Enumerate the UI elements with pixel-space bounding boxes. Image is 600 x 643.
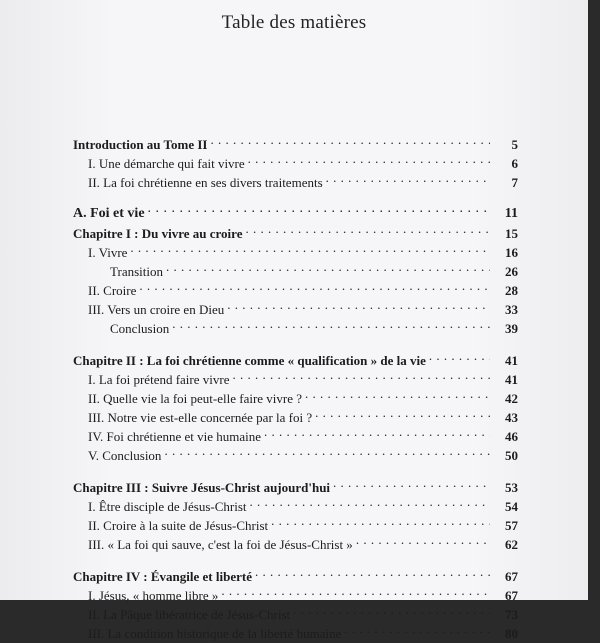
toc-chapter-3 [73,473,518,495]
toc-entry-label: Chapitre IV : Évangile et liberté [73,569,252,584]
toc-entry-page: 80 [505,626,518,641]
dot-leader [315,403,490,422]
dot-leader [166,257,490,276]
dot-leader [356,530,490,549]
toc-entry-label: II. Quelle vie la foi peut-elle faire vivre ? [88,391,303,406]
dot-leader [211,130,491,149]
dot-leader [221,581,490,600]
toc-entry-page: 33 [505,302,518,317]
toc-entry-label: I. Être disciple de Jésus-Christ [88,499,247,514]
toc-entry-page: 41 [505,353,518,368]
toc-entry-page: 11 [504,206,518,221]
toc-entry-label: Introduction au Tome II [73,137,208,152]
dot-leader [139,276,490,295]
toc-entry-label: I. Une démarche qui fait vivre [88,156,245,171]
dot-leader [245,219,490,238]
dot-leader [248,149,490,168]
toc-entry-introduction [73,130,518,152]
dot-leader [130,238,490,257]
toc-entry-label: Transition [110,264,163,279]
toc-entry-label: IV. Foi chrétienne et vie humaine [88,429,262,444]
toc-entry [73,295,518,317]
toc-entry-page: 73 [505,607,518,622]
toc-entry-page: 42 [505,391,518,406]
toc-entry-page: 43 [505,410,518,425]
dot-leader [344,619,490,638]
toc-entry-label: I. Vivre [88,245,128,260]
toc-entry-label: III. Notre vie est-elle concernée par la foi ? [88,410,313,425]
toc-entry-label: Chapitre II : La foi chrétienne comme « qualification » de la vie [73,353,426,368]
toc-entry-page: 16 [505,245,518,260]
toc-chapter-2 [73,346,518,368]
dot-leader [333,473,490,492]
toc-entry [73,276,518,298]
dot-leader [148,198,490,217]
toc-entry [73,257,518,279]
toc-entry-label: II. La Pâque libératrice de Jésus-Christ [88,607,291,622]
toc-entry-page: 50 [505,448,518,463]
toc-entry-label: Chapitre I : Du vivre au croire [73,226,243,241]
toc-entry-page: 39 [505,321,518,336]
toc-entry-label: A. Foi et vie [73,206,145,221]
toc-entry-page: 46 [505,429,518,444]
dot-leader [232,365,490,384]
toc-entry-page: 26 [505,264,518,279]
toc-entry-page: 7 [511,175,518,190]
toc-entry-label: III. La condition historique de la liberté humaine [88,626,342,641]
toc-entry-label: V. Conclusion [88,448,162,463]
dot-leader [429,346,490,365]
dot-leader [227,295,490,314]
toc-entry-page: 54 [505,499,518,514]
toc-entry-page: 62 [505,537,518,552]
toc-entry-label: Conclusion [110,321,170,336]
toc-entry-page: 57 [505,518,518,533]
toc-entry-page: 67 [505,588,518,603]
toc-entry-label: I. La foi prétend faire vivre [88,372,230,387]
toc-entry-label: III. « La foi qui sauve, c'est la foi de Jésus-Christ » [88,537,353,552]
dot-leader [264,422,490,441]
toc-entry-label: III. Vers un croire en Dieu [88,302,225,317]
dot-leader [250,492,491,511]
dot-leader [255,562,490,581]
toc-entry-page: 67 [505,569,518,584]
dot-leader [271,511,490,530]
toc-entry [73,238,518,260]
page-title: Table des matières [221,12,367,33]
toc-entry-page: 5 [511,137,518,152]
toc-entry-page: 15 [505,226,518,241]
toc-entry-page: 28 [505,283,518,298]
dot-leader [305,384,490,403]
table-of-contents [73,130,518,641]
dot-leader [326,168,490,187]
toc-entry-label: II. La foi chrétienne en ses divers traitements [88,175,323,190]
toc-entry-label: II. Croire à la suite de Jésus-Christ [88,518,269,533]
toc-part-a [73,198,518,219]
toc-entry-page: 6 [511,156,518,171]
toc-chapter-4 [73,562,518,584]
toc-entry-label: II. Croire [88,283,137,298]
dot-leader [172,314,490,333]
toc-entry-label: Chapitre III : Suivre Jésus-Christ aujourd'hui [73,480,331,495]
toc-entry-label: I. Jésus, « homme libre » [88,588,219,603]
toc-entry-page: 53 [505,480,518,495]
dot-leader [164,441,490,460]
toc-entry-page: 41 [505,372,518,387]
dot-leader [293,600,490,619]
